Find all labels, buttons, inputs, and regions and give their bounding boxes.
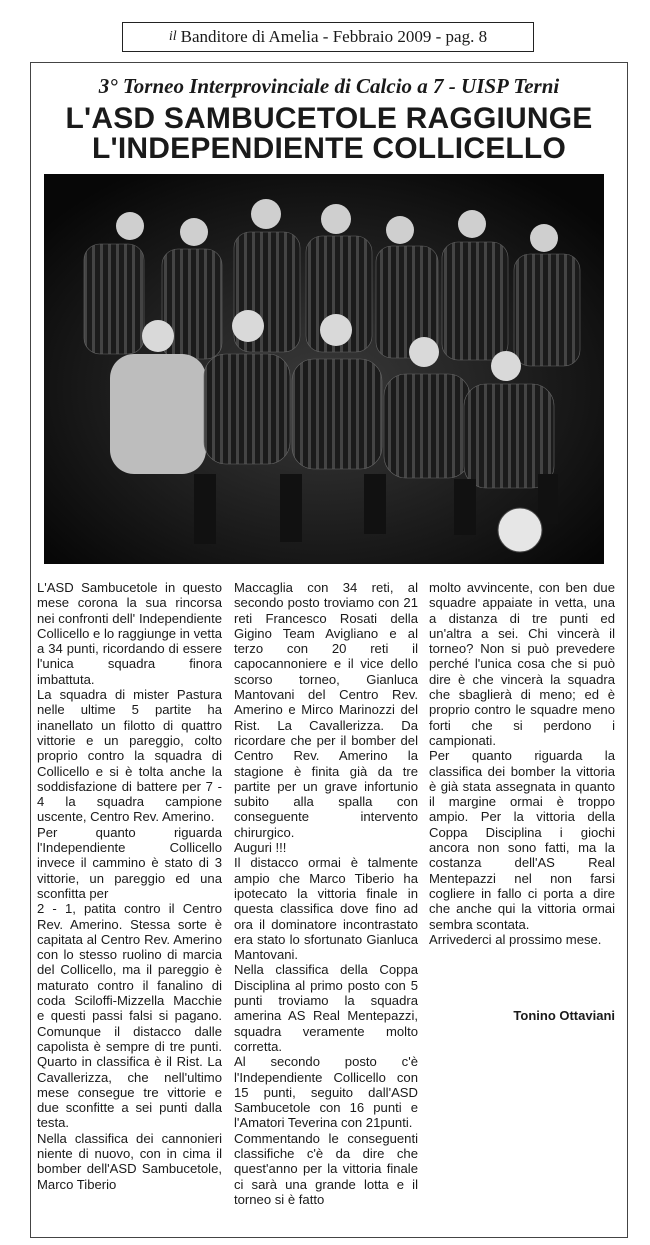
paragraph: Maccaglia con 34 reti, al secondo posto troviamo con 21 reti Francesco Rosati della Gigino Team Avigliano e al terzo con 20 reti il capocannoniere e il vice dello scorso torneo, Gianluca Mantovani del Centro Rev. Amerino e Mirco Marinozzi del Rist. La Cavallerizza. Da ricordare che per il bomber del Centro Rev. Amerino la stagione è finita già da tre partite per un grave infortunio subito alla spalla con conseguente intervento chirurgico. xyxy=(234,580,418,840)
headline-line-2: L'INDEPENDIENTE COLLICELLO xyxy=(91,132,566,165)
team-photo xyxy=(44,174,604,564)
paragraph: L'ASD Sambucetole in questo mese corona la sua rincorsa nei confronti dell' Independiente Collicello e lo raggiunge in vetta a 34 punti, ricordando di essere l'unica squadra finora imbattuta. xyxy=(37,580,222,687)
paragraph: Arrivederci al prossimo mese. xyxy=(429,931,602,947)
masthead xyxy=(122,22,534,52)
paragraph: Per quanto riguarda la classifica dei bomber la vittoria è già stata assegnata in quanto il margine ormai è troppo ampio. Per la vittoria della Coppa Disciplina i giochi ancora non sono fatti, ma la costanza dell'AS Real Mentepazzi nel non farsi cogliere in fallo ci porta a dire che anche qui la vittoria ormai sembra scontata. xyxy=(429,748,615,932)
article-byline: Tonino Ottaviani xyxy=(513,1008,615,1023)
article-headline xyxy=(40,104,618,164)
masthead-prefix: il xyxy=(168,29,177,44)
paragraph: Nella classifica della Coppa Disciplina al primo posto con 5 punti troviamo la squadra amerina AS Real Mentepazzi, squadra veramente molto corretta. xyxy=(234,962,418,1054)
article-column-2 xyxy=(234,580,418,1207)
paragraph: Il distacco ormai è talmente ampio che Marco Tiberio ha ipotecato la vittoria finale in questa classifica dove fino ad ora il dominatore incontrastato era stato lo sfortunato Gianluca Mantovani. xyxy=(234,855,418,963)
paragraph: Nella classifica dei cannonieri niente di nuovo, con in cima il bomber dell'ASD Sambucetole, Marco Tiberio xyxy=(37,1130,222,1192)
paragraph: molto avvincente, con ben due squadre appaiate in vetta, una a distanza di tre punti ed un'altra a sei. Chi vincerà il torneo? Non si può prevedere perché l'unica cosa che si può dire è che vincerà la squadra che sbaglierà di meno; ed è proprio contro le squadre meno forti che si perdono i campionati. xyxy=(429,580,615,748)
article-column-3 xyxy=(429,580,615,947)
paragraph: 2 - 1, patita contro il Centro Rev. Amerino. Stessa sorte è capitata al Centro Rev. Amerino con lo stesso ruolino di marcia del Collicello, ma il pareggio è maturato contro il fanalino di coda Sciloffi-Mizzella Macchie e questi passi falsi si pagano. Comunque il distacco dalle capolista è sempre di tre punti. Quarto in classifica è il Rist. La Cavallerizza, che nell'ultimo mese consegue tre vittorie e due sconfitte a sei punti dalla testa. xyxy=(37,901,222,1131)
paragraph: Commentando le conseguenti classifiche c'è da dire che quest'anno per la vittoria finale ci sarà una grande lotta e il torneo si è fatto xyxy=(234,1130,418,1207)
headline-line-1: L'ASD SAMBUCETOLE RAGGIUNGE xyxy=(65,102,593,135)
masthead-text: Banditore di Amelia - Febbraio 2009 - pag. 8 xyxy=(180,27,488,46)
paragraph: Al secondo posto c'è l'Independiente Collicello con 15 punti, seguito dall'ASD Sambucetole con 16 punti e l'Amatori Teverina con 21punti. xyxy=(234,1054,418,1131)
team-photo-image xyxy=(44,174,604,564)
paragraph: Auguri !!! xyxy=(234,840,287,856)
paragraph: Per quanto riguarda l'Independiente Collicello invece il cammino è stato di 3 vittorie, un pareggio ed una sconfitta per xyxy=(37,824,222,901)
paragraph: La squadra di mister Pastura nelle ultime 5 partite ha inanellato un filotto di quattro vittorie e un pareggio, colto proprio contro la squadra di Collicello e si è tolta anche la soddisfazione di battere per 7 - 4 la squadra campione uscente, Centro Rev. Amerino. xyxy=(37,687,222,825)
article-kicker: 3° Torneo Interprovinciale di Calcio a 7 - UISP Terni xyxy=(98,74,560,98)
article-column-1 xyxy=(37,580,222,1192)
